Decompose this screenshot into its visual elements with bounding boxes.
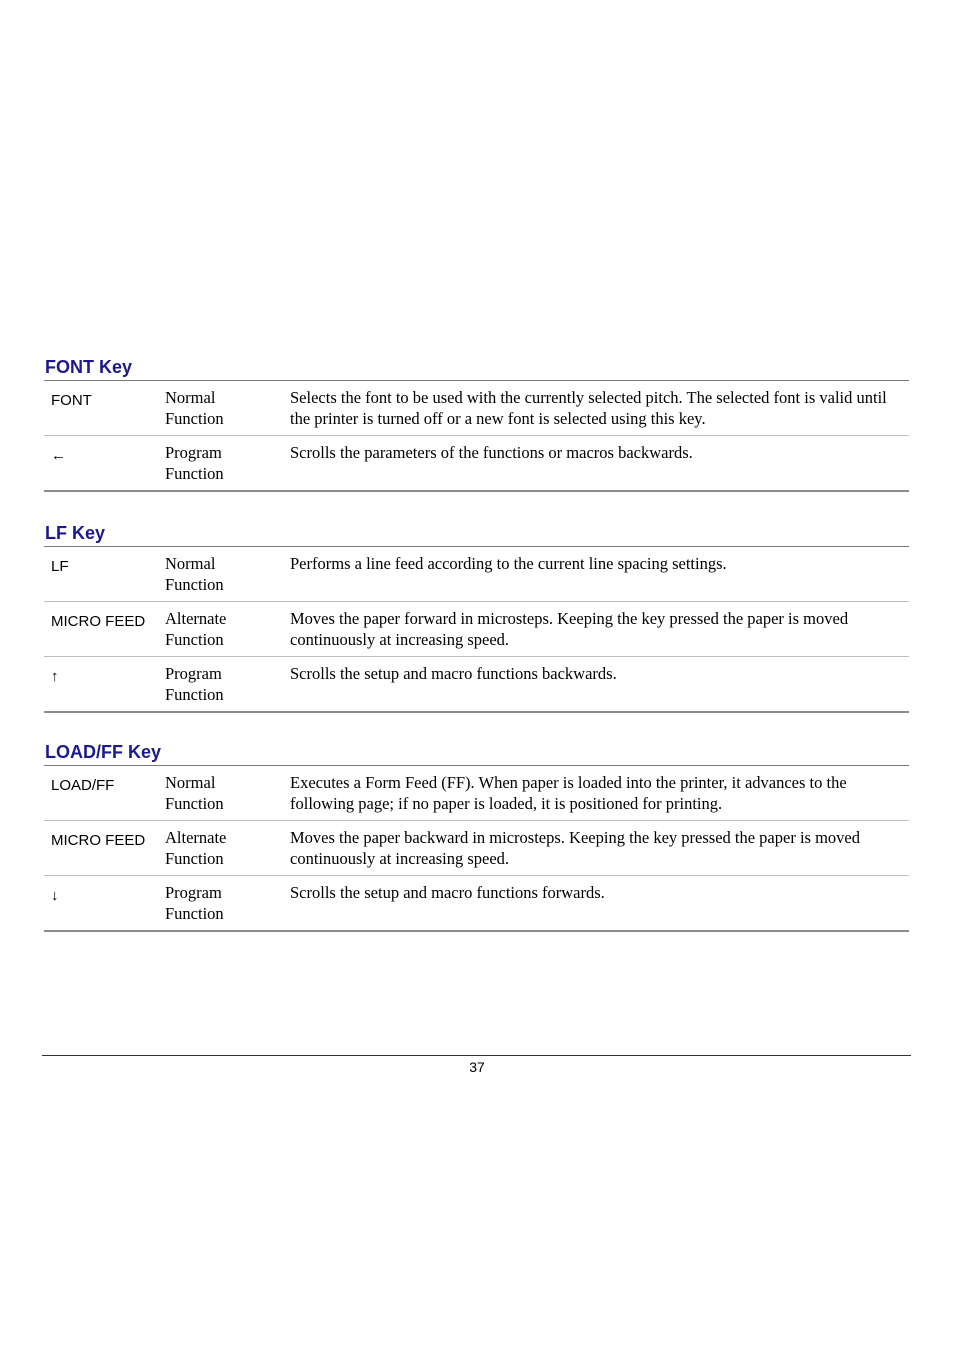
- table-row: [44, 821, 909, 876]
- key-name: FONT: [51, 392, 92, 409]
- key-name: ←: [44, 436, 165, 492]
- key-table: [44, 380, 909, 492]
- page-number: 37: [469, 1059, 485, 1075]
- key-name: MICRO FEED: [44, 602, 165, 657]
- key-table: [44, 765, 909, 932]
- function-description: Scrolls the parameters of the functions or macros backwards.: [290, 436, 909, 492]
- function-mode: Normal Function: [165, 554, 224, 594]
- key-name: LF: [51, 558, 69, 575]
- function-description: Selects the font to be used with the currently selected pitch. The selected font is valid until the printer is turned off or a new font is selected using this key.: [290, 388, 887, 428]
- section-load-ff-key: [44, 739, 909, 932]
- function-mode: Normal Function: [165, 773, 224, 813]
- function-description: Performs a line feed according to the current line spacing settings.: [290, 554, 727, 573]
- function-description: Executes a Form Feed (FF). When paper is loaded into the printer, it advances to the following page; if no paper is loaded, it is positioned for printing.: [290, 773, 847, 813]
- function-description: Scrolls the setup and macro functions backwards.: [290, 657, 909, 713]
- table-row: [44, 766, 909, 821]
- section-title: LF Key: [45, 523, 106, 543]
- key-name: LOAD/FF: [51, 777, 115, 794]
- key-name: ↓: [44, 876, 165, 932]
- key-name: ↑: [44, 657, 165, 713]
- section-font-key: [44, 354, 909, 492]
- function-description: Moves the paper backward in microsteps. Keeping the key pressed the paper is moved continuously at increasing speed.: [290, 821, 909, 876]
- function-description: Moves the paper forward in microsteps. Keeping the key pressed the paper is moved continuously at increasing speed.: [290, 602, 909, 657]
- function-mode: Normal Function: [165, 388, 224, 428]
- table-row: [44, 547, 909, 602]
- table-row: [44, 381, 909, 436]
- key-table: [44, 546, 909, 713]
- key-name: MICRO FEED: [44, 821, 165, 876]
- table-row: [44, 876, 909, 932]
- function-mode: Alternate Function: [165, 602, 290, 657]
- function-mode: Program Function: [165, 436, 290, 492]
- function-mode: Program Function: [165, 657, 290, 713]
- section-title: LOAD/FF Key: [45, 742, 162, 762]
- table-row: [44, 436, 909, 492]
- section-lf-key: [44, 520, 909, 713]
- footer-divider: [42, 1055, 911, 1056]
- function-description: Scrolls the setup and macro functions forwards.: [290, 876, 909, 932]
- table-row: [44, 602, 909, 657]
- table-row: [44, 657, 909, 713]
- function-mode: Alternate Function: [165, 821, 290, 876]
- function-mode: Program Function: [165, 876, 290, 932]
- section-title: FONT Key: [45, 357, 133, 377]
